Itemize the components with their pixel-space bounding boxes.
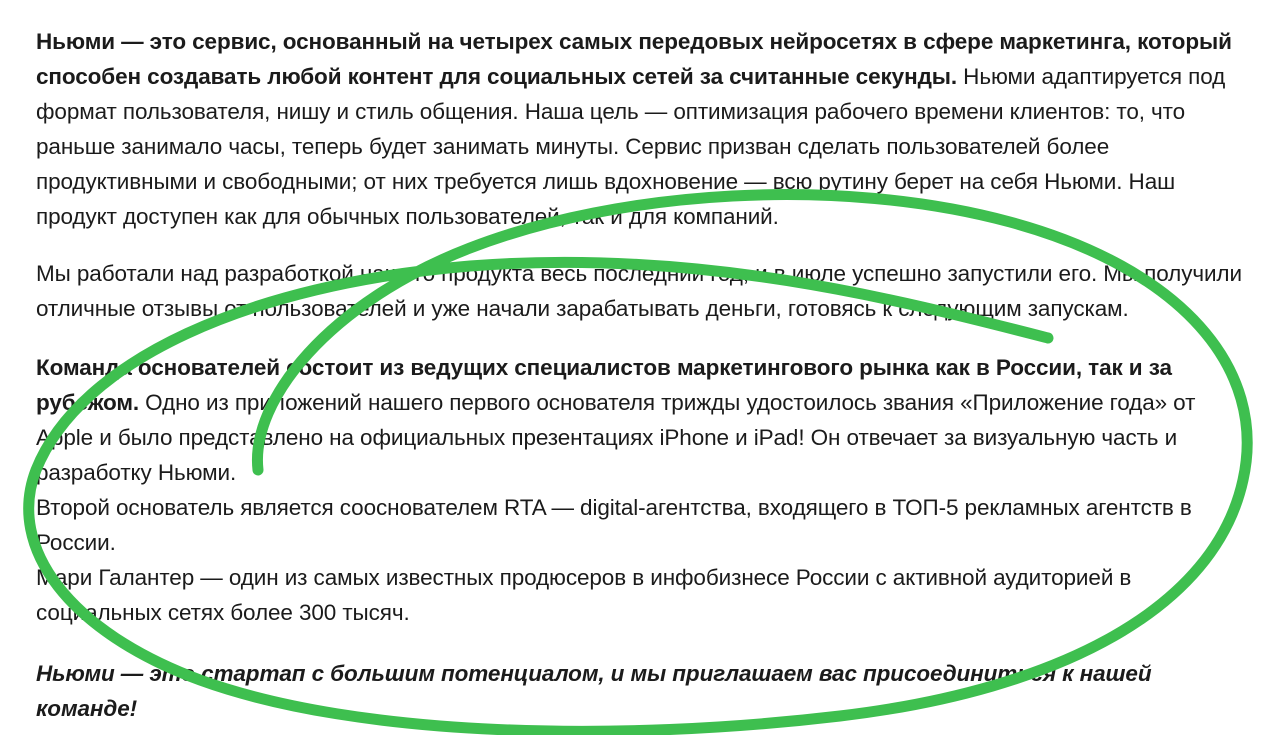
paragraph-founders (36, 350, 1244, 490)
paragraph-work: Мы работали над разработкой нашего продукта весь последний год, и в июле успешно запустили его. Мы получили отличные отзывы от пользователей и уже начали зарабатывать деньги, готовясь к следующим запускам. (36, 261, 1242, 321)
paragraph-founders-rest: Одно из приложений нашего первого основателя трижды удостоилось звания «Приложение года» от Apple и было представлено на официальных презентациях iPhone и iPad! Он отвечает за визуальную часть и разработку Ньюми. (36, 390, 1196, 485)
paragraph-founders-bold-lead: Команда основателей состоит из ведущих специалистов маркетингового рынка как в России, так и за рубежом. (36, 355, 1172, 415)
paragraph-second-founder: Второй основатель является сооснователем RTA — digital-агентства, входящего в ТОП-5 рекламных агентств в России. (36, 495, 1192, 555)
paragraph-intro (36, 24, 1244, 234)
paragraph-intro-bold-lead: Ньюми — это сервис, основанный на четырех самых передовых нейросетях в сфере маркетинга, который способен создавать любой контент для социальных сетей за считанные секунды. (36, 29, 1232, 89)
paragraph-intro-rest: Ньюми адаптируется под формат пользователя, нишу и стиль общения. Наша цель — оптимизация рабочего времени клиентов: то, что раньше занимало часы, теперь будет занимать минуты. Сервис призван сделать пользователей более продуктивными и свободными; от них требуется лишь вдохновение — всю рутину берет на себя Ньюми. Наш продукт доступен как для обычных пользователей, так и для компаний. (36, 64, 1226, 229)
paragraph-closing: Ньюми — это стартап с большим потенциалом, и мы приглашаем вас присоединиться к нашей команде! (36, 661, 1152, 721)
paragraph-mari: Мари Галантер — один из самых известных продюсеров в инфобизнесе России с активной аудиторией в социальных сетях более 300 тысяч. (36, 565, 1132, 625)
